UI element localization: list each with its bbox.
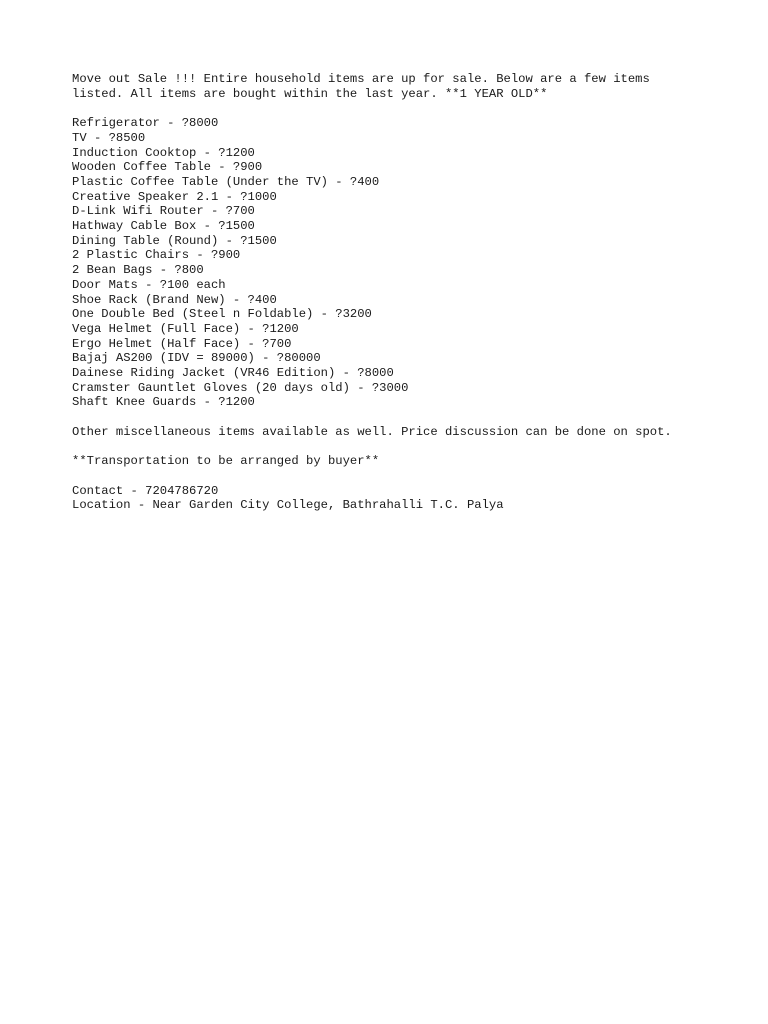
- document-page: [72, 72, 752, 513]
- list-item: Induction Cooktop - ?1200: [72, 145, 255, 160]
- intro-paragraph: [72, 72, 752, 101]
- blank-line: [72, 440, 752, 455]
- intro-line-2: listed. All items are bought within the last year. **1 YEAR OLD**: [72, 86, 548, 101]
- list-item: Cramster Gauntlet Gloves (20 days old) - ?3000: [72, 380, 409, 395]
- list-item: Creative Speaker 2.1 - ?1000: [72, 189, 277, 204]
- blank-line: [72, 101, 752, 116]
- list-item: Refrigerator - ?8000: [72, 116, 219, 131]
- blank-line: [72, 469, 752, 484]
- list-item: Dainese Riding Jacket (VR46 Edition) - ?8000: [72, 366, 394, 381]
- blank-line: [72, 410, 752, 425]
- transport-note: **Transportation to be arranged by buyer**: [72, 454, 380, 469]
- list-item: Dining Table (Round) - ?1500: [72, 233, 277, 248]
- item-list: [72, 116, 752, 410]
- list-item: D-Link Wifi Router - ?700: [72, 204, 255, 219]
- list-item: One Double Bed (Steel n Foldable) - ?3200: [72, 307, 372, 322]
- list-item: 2 Plastic Chairs - ?900: [72, 248, 241, 263]
- list-item: Ergo Helmet (Half Face) - ?700: [72, 336, 292, 351]
- list-item: TV - ?8500: [72, 130, 146, 145]
- list-item: Shoe Rack (Brand New) - ?400: [72, 292, 277, 307]
- list-item: Door Mats - ?100 each: [72, 277, 226, 292]
- list-item: 2 Bean Bags - ?800: [72, 263, 204, 278]
- list-item: Shaft Knee Guards - ?1200: [72, 395, 255, 410]
- list-item: Hathway Cable Box - ?1500: [72, 219, 255, 234]
- contact-info: Contact - 7204786720: [72, 483, 219, 498]
- list-item: Plastic Coffee Table (Under the TV) - ?400: [72, 174, 380, 189]
- misc-note: Other miscellaneous items available as well. Price discussion can be done on spot.: [72, 424, 672, 439]
- list-item: Vega Helmet (Full Face) - ?1200: [72, 321, 299, 336]
- list-item: Bajaj AS200 (IDV = 89000) - ?80000: [72, 351, 321, 366]
- location-info: Location - Near Garden City College, Bathrahalli T.C. Palya: [72, 498, 504, 513]
- intro-line-1: Move out Sale !!! Entire household items are up for sale. Below are a few items: [72, 72, 650, 86]
- list-item: Wooden Coffee Table - ?900: [72, 160, 263, 175]
